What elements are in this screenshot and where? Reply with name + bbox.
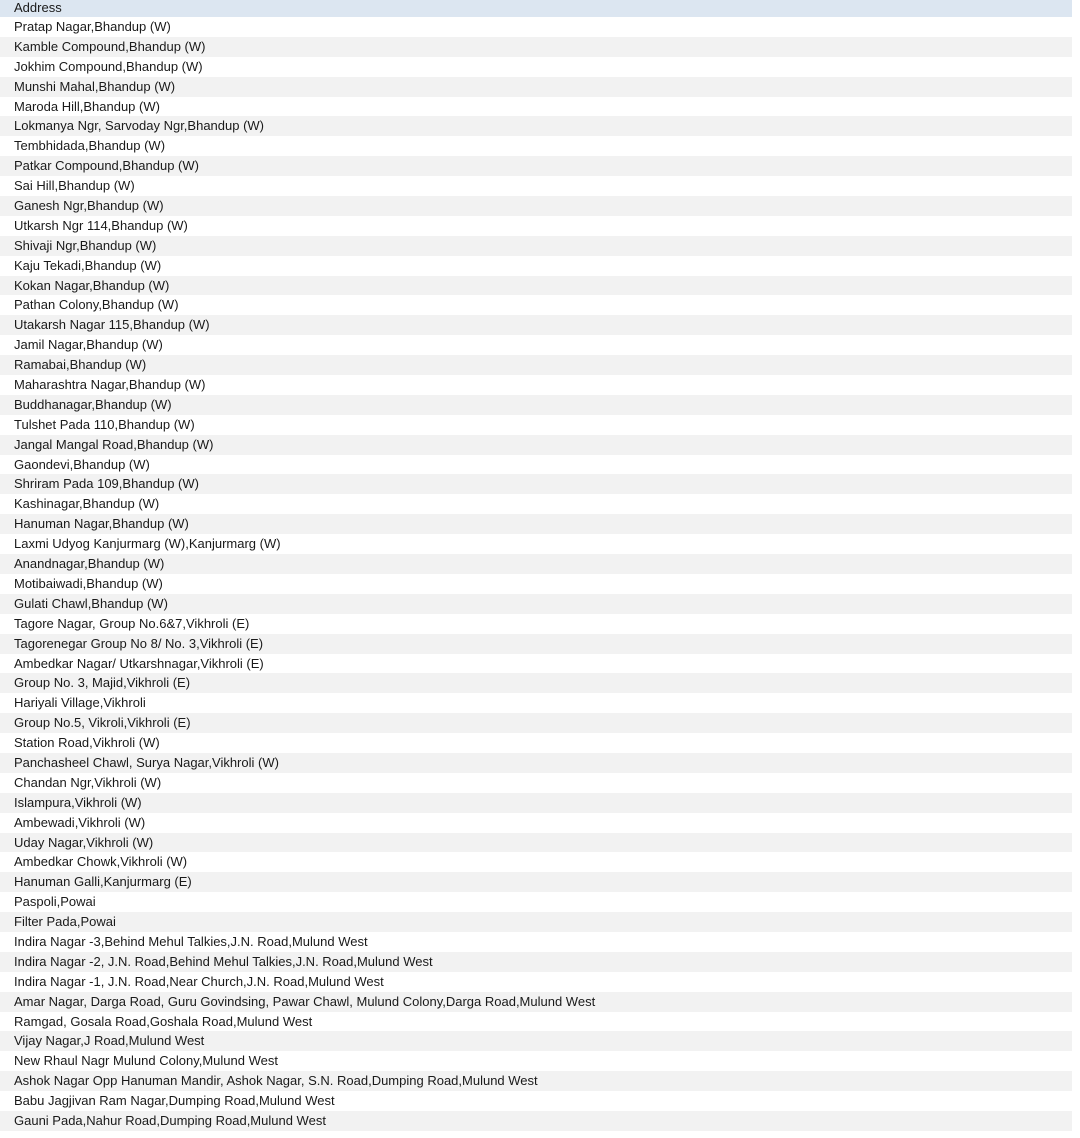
table-row: Paspoli,Powai — [0, 892, 1072, 912]
table-row: Kaju Tekadi,Bhandup (W) — [0, 256, 1072, 276]
table-row: Jangal Mangal Road,Bhandup (W) — [0, 435, 1072, 455]
table-row: Pathan Colony,Bhandup (W) — [0, 295, 1072, 315]
table-row: Ambedkar Chowk,Vikhroli (W) — [0, 852, 1072, 872]
table-row: Group No. 3, Majid,Vikhroli (E) — [0, 673, 1072, 693]
table-row: Indira Nagar -1, J.N. Road,Near Church,J.N. Road,Mulund West — [0, 972, 1072, 992]
table-row: Gaondevi,Bhandup (W) — [0, 455, 1072, 475]
table-row: Gauni Pada,Nahur Road,Dumping Road,Mulund West — [0, 1111, 1072, 1131]
table-row: Indira Nagar -2, J.N. Road,Behind Mehul Talkies,J.N. Road,Mulund West — [0, 952, 1072, 972]
table-row: Hariyali Village,Vikhroli — [0, 693, 1072, 713]
table-row: Babu Jagjivan Ram Nagar,Dumping Road,Mulund West — [0, 1091, 1072, 1111]
table-row: Ramabai,Bhandup (W) — [0, 355, 1072, 375]
table-row: Utkarsh Ngr 114,Bhandup (W) — [0, 216, 1072, 236]
table-row: Indira Nagar -3,Behind Mehul Talkies,J.N. Road,Mulund West — [0, 932, 1072, 952]
table-row: Patkar Compound,Bhandup (W) — [0, 156, 1072, 176]
table-row: Motibaiwadi,Bhandup (W) — [0, 574, 1072, 594]
table-row: Ambewadi,Vikhroli (W) — [0, 813, 1072, 833]
table-row: New Rhaul Nagr Mulund Colony,Mulund West — [0, 1051, 1072, 1071]
table-row: Maroda Hill,Bhandup (W) — [0, 97, 1072, 117]
table-row: Maharashtra Nagar,Bhandup (W) — [0, 375, 1072, 395]
table-row: Tulshet Pada 110,Bhandup (W) — [0, 415, 1072, 435]
table-row: Station Road,Vikhroli (W) — [0, 733, 1072, 753]
table-row: Tembhidada,Bhandup (W) — [0, 136, 1072, 156]
table-row: Ramgad, Gosala Road,Goshala Road,Mulund West — [0, 1012, 1072, 1032]
table-row: Pratap Nagar,Bhandup (W) — [0, 17, 1072, 37]
table-row: Chandan Ngr,Vikhroli (W) — [0, 773, 1072, 793]
table-row: Vijay Nagar,J Road,Mulund West — [0, 1031, 1072, 1051]
table-row: Hanuman Nagar,Bhandup (W) — [0, 514, 1072, 534]
table-row: Ashok Nagar Opp Hanuman Mandir, Ashok Nagar, S.N. Road,Dumping Road,Mulund West — [0, 1071, 1072, 1091]
table-row: Munshi Mahal,Bhandup (W) — [0, 77, 1072, 97]
table-row: Tagore Nagar, Group No.6&7,Vikhroli (E) — [0, 614, 1072, 634]
table-row: Kashinagar,Bhandup (W) — [0, 494, 1072, 514]
table-row: Laxmi Udyog Kanjurmarg (W),Kanjurmarg (W) — [0, 534, 1072, 554]
table-row: Sai Hill,Bhandup (W) — [0, 176, 1072, 196]
table-row: Shriram Pada 109,Bhandup (W) — [0, 474, 1072, 494]
table-row: Hanuman Galli,Kanjurmarg (E) — [0, 872, 1072, 892]
table-row: Shivaji Ngr,Bhandup (W) — [0, 236, 1072, 256]
table-row: Kokan Nagar,Bhandup (W) — [0, 276, 1072, 296]
table-row: Anandnagar,Bhandup (W) — [0, 554, 1072, 574]
table-row: Islampura,Vikhroli (W) — [0, 793, 1072, 813]
table-row: Tagorenegar Group No 8/ No. 3,Vikhroli (E) — [0, 634, 1072, 654]
table-row: Jamil Nagar,Bhandup (W) — [0, 335, 1072, 355]
table-row: Panchasheel Chawl, Surya Nagar,Vikhroli (W) — [0, 753, 1072, 773]
table-row: Utakarsh Nagar 115,Bhandup (W) — [0, 315, 1072, 335]
table-row: Group No.5, Vikroli,Vikhroli (E) — [0, 713, 1072, 733]
column-header-address: Address — [0, 0, 1072, 17]
table-row: Ganesh Ngr,Bhandup (W) — [0, 196, 1072, 216]
table-row: Amar Nagar, Darga Road, Guru Govindsing, Pawar Chawl, Mulund Colony,Darga Road,Mulund West — [0, 992, 1072, 1012]
address-list — [0, 17, 1072, 1131]
table-row: Uday Nagar,Vikhroli (W) — [0, 833, 1072, 853]
table-row: Lokmanya Ngr, Sarvoday Ngr,Bhandup (W) — [0, 116, 1072, 136]
table-row: Filter Pada,Powai — [0, 912, 1072, 932]
table-row: Gulati Chawl,Bhandup (W) — [0, 594, 1072, 614]
table-row: Jokhim Compound,Bhandup (W) — [0, 57, 1072, 77]
table-row: Buddhanagar,Bhandup (W) — [0, 395, 1072, 415]
table-row: Kamble Compound,Bhandup (W) — [0, 37, 1072, 57]
table-row: Ambedkar Nagar/ Utkarshnagar,Vikhroli (E) — [0, 654, 1072, 674]
